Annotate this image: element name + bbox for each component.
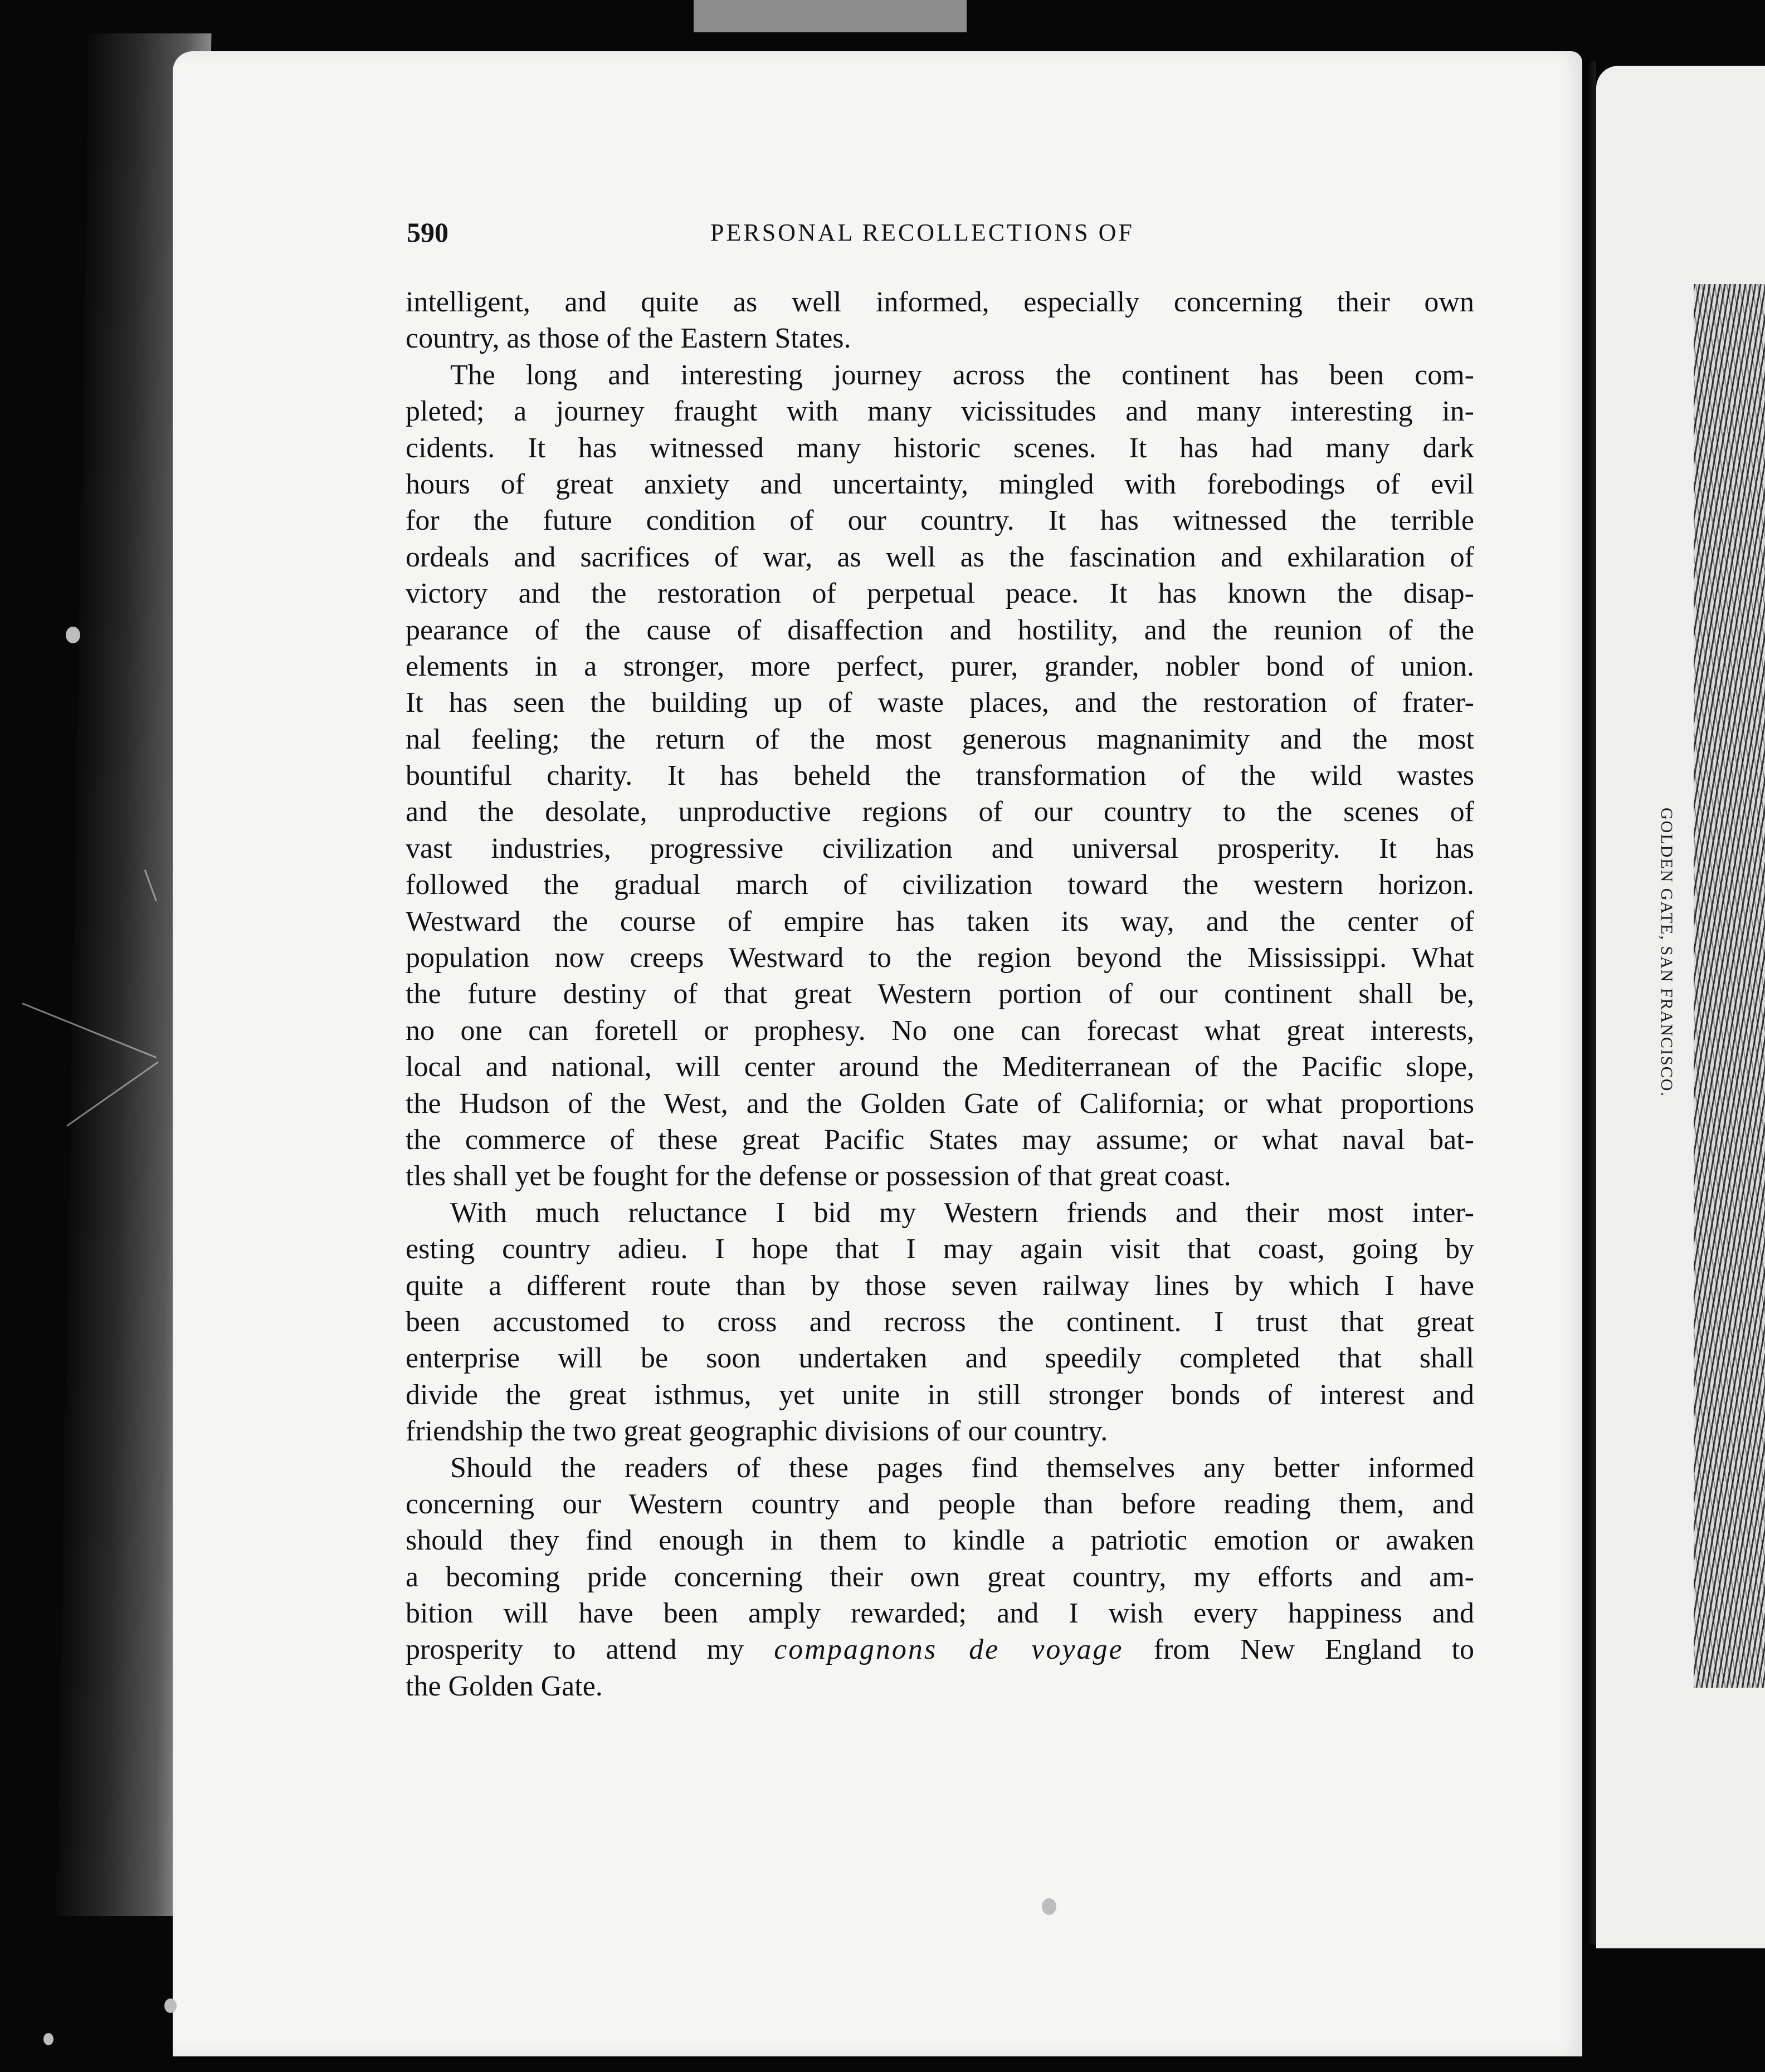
engraving-plate (1694, 284, 1765, 1688)
text-fragment: prosperity to attend my (406, 1634, 744, 1666)
body-text (406, 284, 1474, 1704)
text-line: the commerce of these great Pacific States may assume; or what naval bat- (406, 1123, 1474, 1156)
text-line: cidents. It has witnessed many historic scenes. It has had many dark (406, 432, 1474, 464)
text-line: pearance of the cause of disaffection and hostility, and the reunion of the (406, 614, 1474, 646)
plate-caption: GOLDEN GATE, SAN FRANCISCO. (1657, 808, 1676, 1097)
text-line-with-italic (406, 1631, 1474, 1668)
dust-speck (43, 2033, 53, 2045)
dust-speck (164, 1998, 177, 2013)
dust-speck (66, 627, 80, 643)
text-line: ordeals and sacrifices of war, as well as the fascination and exhilaration of (406, 541, 1474, 573)
text-line: quite a different route than by those seven railway lines by which I have (406, 1269, 1474, 1302)
text-line: a becoming pride concerning their own great country, my efforts and am- (406, 1561, 1474, 1593)
text-line: esting country adieu. I hope that I may again visit that coast, going by (406, 1233, 1474, 1265)
book-gutter (1585, 61, 1596, 1944)
text-line: population now creeps Westward to the region beyond the Mississippi. What (406, 942, 1474, 974)
text-line: concerning our Western country and people than before reading them, and (406, 1488, 1474, 1520)
text-line: and the desolate, unproductive regions of our country to the scenes of (406, 796, 1474, 828)
text-line: country, as those of the Eastern States. (406, 322, 851, 355)
dust-speck (1042, 1898, 1056, 1915)
text-line: bountiful charity. It has beheld the transformation of the wild wastes (406, 760, 1474, 792)
text-line: victory and the restoration of perpetual peace. It has known the disap- (406, 578, 1474, 610)
text-line: enterprise will be soon undertaken and speedily completed that shall (406, 1342, 1474, 1375)
text-line: the future destiny of that great Western portion of our continent shall be, (406, 978, 1474, 1010)
page-number: 590 (407, 217, 448, 248)
text-line: It has seen the building up of waste places, and the restoration of frater- (406, 687, 1474, 719)
text-line: elements in a stronger, more perfect, purer, grander, nobler bond of union. (406, 650, 1474, 682)
text-line: divide the great isthmus, yet unite in still stronger bonds of interest and (406, 1379, 1474, 1411)
text-line: for the future condition of our country. It has witnessed the terrible (406, 505, 1474, 537)
text-fragment: from New England to (1153, 1634, 1474, 1666)
text-line: bition will have been amply rewarded; and I wish every happiness and (406, 1597, 1474, 1630)
page-marker-tab (694, 0, 967, 32)
text-line: Westward the course of empire has taken its way, and the center of (406, 905, 1474, 937)
text-line: tles shall yet be fought for the defense or possession of that great coast. (406, 1160, 1231, 1193)
text-line: intelligent, and quite as well informed, especially concerning their own (406, 286, 1474, 318)
text-line: nal feeling; the return of the most generous magnanimity and the most (406, 723, 1474, 755)
text-line: pleted; a journey fraught with many vicissitudes and many interesting in- (406, 395, 1474, 428)
text-line: hours of great anxiety and uncertainty, mingled with forebodings of evil (406, 468, 1474, 500)
text-line: With much reluctance I bid my Western friends and their most inter- (450, 1196, 1474, 1229)
italic-phrase: compagnons de voyage (774, 1634, 1124, 1666)
running-title: PERSONAL RECOLLECTIONS OF (710, 219, 1134, 246)
text-line: been accustomed to cross and recross the continent. I trust that great (406, 1306, 1474, 1338)
text-line: the Hudson of the West, and the Golden Gate of California; or what proportions (406, 1087, 1474, 1120)
text-line: friendship the two great geographic divisions of our country. (406, 1415, 1108, 1448)
text-line: Should the readers of these pages find themselves any better informed (450, 1452, 1474, 1484)
text-line: should they find enough in them to kindle a patriotic emotion or awaken (406, 1524, 1474, 1557)
text-line: vast industries, progressive civilization and universal prosperity. It has (406, 832, 1474, 864)
text-line: local and national, will center around the Mediterranean of the Pacific slope, (406, 1051, 1474, 1083)
text-line: followed the gradual march of civilization toward the western horizon. (406, 869, 1474, 901)
text-line: The long and interesting journey across the continent has been com- (450, 359, 1474, 391)
text-line: no one can foretell or prophesy. No one can forecast what great interests, (406, 1014, 1474, 1047)
text-line: the Golden Gate. (406, 1670, 603, 1702)
